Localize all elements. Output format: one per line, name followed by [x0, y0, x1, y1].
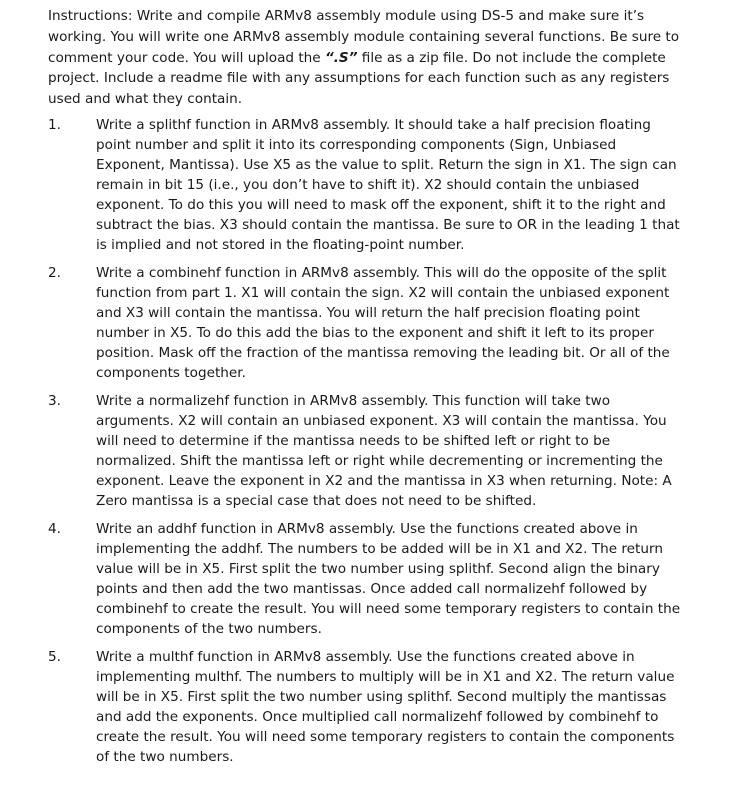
- task-text: Write a splithf function in ARMv8 assembly. It should take a half precision floating point number and split it into its corresponding components (Sign, Unbiased Exponent, Mantissa). Use X5 as the value to split. Return the sign in X1. The sign can remain in bit 15 (i.e., you don’t have to shift it). X2 should contain the unbiased exponent. To do this you will need to mask off the exponent, shift it to the right and subtract the bias. X3 should contain the mantissa. Be sure to OR in the leading 1 that is implied and not stored in the floating-point number.: [96, 116, 680, 253]
- task-text: Write a multhf function in ARMv8 assembly. Use the functions created above in implementing multhf. The numbers to multiply will be in X1 and X2. The return value will be in X5. First split the two number using splithf. Second multiply the mantissas and add the exponents. Once multiplied call normalizehf followed by combinehf to create the result. You will need some temporary registers to contain the components of the two numbers.: [96, 648, 675, 765]
- task-text: Write an addhf function in ARMv8 assembly. Use the functions created above in implementing the addhf. The numbers to be added will be in X1 and X2. The return value will be in X5. First split the two number using splithf. Second align the binary points and then add the two mantissas. Once added call normalizehf followed by combinehf to create the result. You will need some temporary registers to contain the components of the two numbers.: [96, 520, 681, 637]
- task-text: Write a normalizehf function in ARMv8 assembly. This function will take two arguments. X2 will contain an unbiased exponent. X3 will contain the mantissa. You will need to determine if the mantissa needs to be shifted left or right to be normalized. Shift the mantissa left or right while decrementing or incrementing the exponent. Leave the exponent in X2 and the mantissa in X3 when returning. Note: A Zero mantissa is a special case that does not need to be shifted.: [96, 392, 672, 509]
- task-number: 4.: [48, 520, 61, 537]
- list-item: [48, 647, 692, 767]
- instructions-text-part2: file as a zip file. Do not include the complete project. Include a readme file with any assumptions for each function such as any registers used and what they contain.: [48, 49, 670, 108]
- list-item: [48, 115, 692, 255]
- list-item: [48, 391, 692, 511]
- task-number: 2.: [48, 264, 61, 281]
- task-number: 1.: [48, 116, 61, 133]
- file-extension: “.S”: [325, 49, 358, 66]
- task-text: Write a combinehf function in ARMv8 assembly. This will do the opposite of the split function from part 1. X1 will contain the sign. X2 will contain the unbiased exponent and X3 will contain the mantissa. You will return the half precision floating point number in X5. To do this add the bias to the exponent and shift it left to its proper position. Mask off the fraction of the mantissa removing the leading bit. Or all of the components together.: [96, 264, 670, 381]
- task-list: [48, 115, 692, 767]
- instructions-paragraph: [48, 6, 692, 110]
- instructions-text-part1: Instructions: Write and compile ARMv8 assembly module using DS-5 and make sure it’s working. You will write one ARMv8 assembly module containing several functions. Be sure to comment your code. You will upload the: [48, 8, 680, 66]
- task-number: 3.: [48, 392, 61, 409]
- list-item: [48, 263, 692, 383]
- task-number: 5.: [48, 648, 61, 665]
- list-item: [48, 519, 692, 639]
